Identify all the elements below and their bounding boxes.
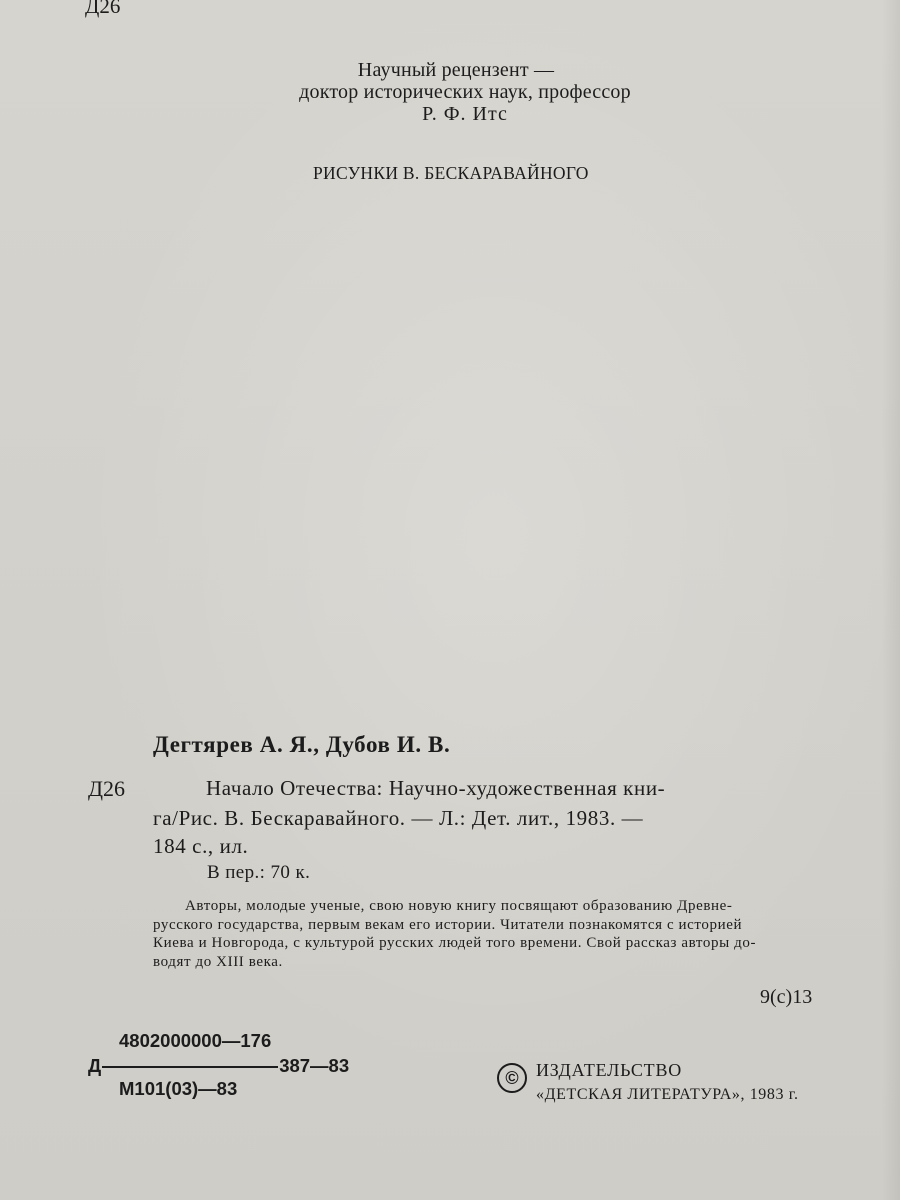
bibliographic-line: га/Рис. В. Бескаравайного. — Л.: Дет. лит., 1983. —: [153, 806, 644, 830]
annotation-line: русского государства, первым векам его истории. Читатели познакомятся с историей: [153, 917, 743, 933]
annotation-line: Авторы, молодые ученые, свою новую книгу посвящают образованию Древне-: [185, 898, 733, 914]
reviewer-title: Научный рецензент —: [357, 59, 555, 81]
reviewer-name: Р. Ф. Итс: [422, 103, 508, 125]
catalog-suffix: 387—83: [279, 1055, 350, 1076]
annotation-line: Киева и Новгорода, с культурой русских людей того времени. Свой рассказ авторы до-: [153, 935, 757, 951]
catalog-prefix: Д: [88, 1055, 102, 1076]
bibliographic-line: Начало Отечества: Научно-художественная кни-: [206, 776, 666, 800]
top-index-code: Д26: [85, 0, 121, 18]
fraction-bar: [102, 1066, 278, 1068]
illustrations-credit: РИСУНКИ В. БЕСКАРАВАЙНОГО: [313, 163, 589, 183]
classification-code: 9(с)13: [760, 986, 813, 1008]
authors-heading: Дегтярев А. Я., Дубов И. В.: [153, 732, 451, 757]
price: В пер.: 70 к.: [207, 862, 311, 883]
annotation-line: водят до XIII века.: [153, 954, 283, 970]
page-edge-shadow: [882, 0, 900, 1200]
publisher-label: ИЗДАТЕЛЬСТВО: [536, 1060, 683, 1080]
bibliographic-index: Д26: [88, 776, 126, 801]
catalog-fraction-line: [88, 1055, 349, 1077]
catalog-code-line: 4802000000—176: [119, 1030, 272, 1051]
reviewer-degree: доктор исторических наук, профессор: [299, 81, 631, 103]
bibliographic-line: 184 с., ил.: [153, 834, 249, 858]
publisher-name-year: «ДЕТСКАЯ ЛИТЕРАТУРА», 1983 г.: [536, 1086, 799, 1103]
copyright-icon: ©: [497, 1063, 527, 1093]
catalog-code-line: М101(03)—83: [119, 1078, 238, 1099]
